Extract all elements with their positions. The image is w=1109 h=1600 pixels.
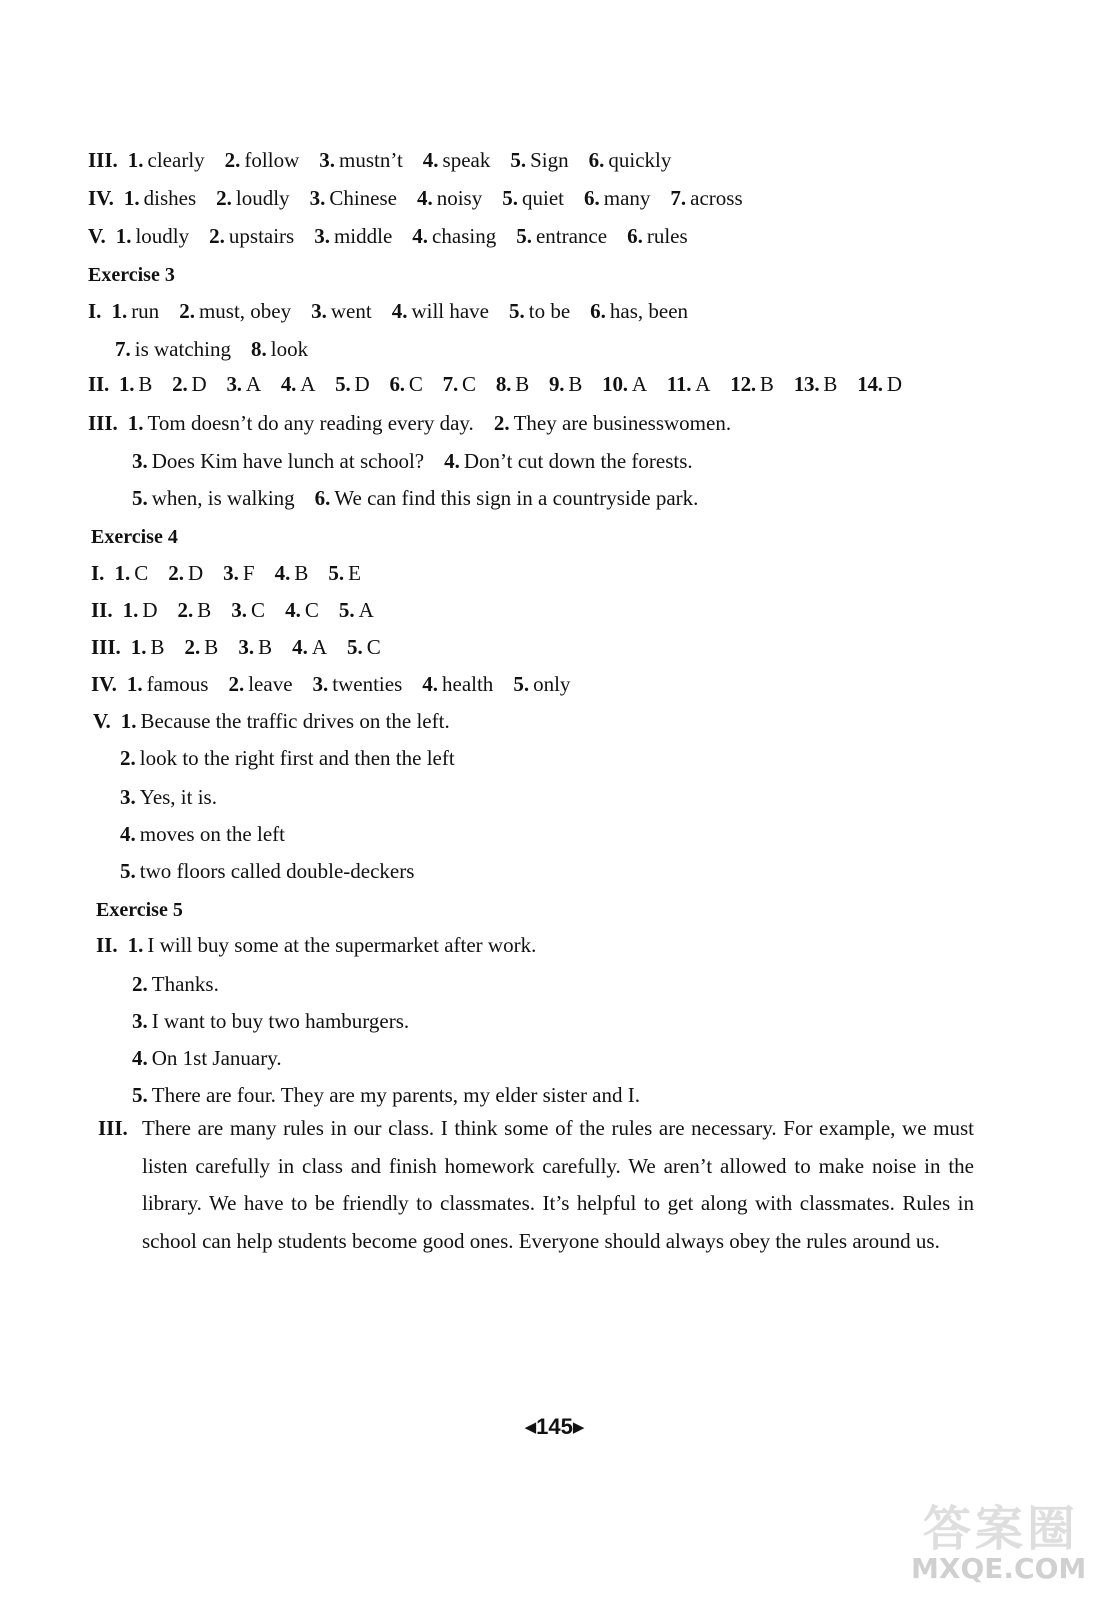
item-number: 3. — [309, 186, 326, 210]
item-number: 3. — [238, 635, 255, 659]
item-number: 14. — [857, 372, 883, 396]
item-answer: Chinese — [329, 186, 397, 210]
item-answer: entrance — [535, 224, 608, 248]
item-number: 6. — [583, 186, 600, 210]
ex3-iii-line1: III. 1. Tom doesn’t do any reading every day. 2. They are businesswomen. — [88, 411, 732, 435]
item-number: 6. — [590, 299, 606, 323]
item-number: 4. — [274, 561, 291, 585]
item-answer: B — [568, 372, 583, 396]
item-answer: is watching — [134, 337, 231, 361]
item-answer: B — [150, 635, 165, 659]
item-number: 1. — [130, 635, 147, 659]
section-iv-line — [88, 184, 763, 212]
item-answer: A — [300, 372, 316, 396]
roman-numeral: I. — [91, 561, 105, 585]
item-number: 2. — [172, 372, 188, 396]
ex4-v-line2: 2. look to the right first and then the left — [120, 746, 455, 770]
item-number: 5. — [335, 372, 351, 396]
item-number: 1. — [119, 372, 135, 396]
ex5-ii-line5: 5. There are four. They are my parents, my elder sister and I. — [132, 1083, 640, 1107]
item-number: 5. — [347, 635, 363, 659]
roman-numeral: IV. — [88, 186, 114, 210]
item-answer: run — [131, 299, 160, 323]
ex3-iii-line3: 5. when, is walking 6. We can find this sign in a countryside park. — [132, 486, 699, 510]
item-answer: D — [354, 372, 370, 396]
item-number: 2. — [179, 299, 195, 323]
ex3-i-line2 — [115, 335, 328, 363]
item-answer: famous — [146, 672, 209, 696]
item-number: 1. — [123, 186, 140, 210]
ex3-i-line1 — [88, 297, 708, 325]
item-answer: leave — [248, 672, 293, 696]
item-number: 12. — [730, 372, 756, 396]
item-answer: A — [311, 635, 327, 659]
item-answer: A — [695, 372, 711, 396]
exercise-5-heading: Exercise 5 — [96, 899, 183, 921]
item-answer: has, been — [609, 299, 689, 323]
roman-numeral: II. — [91, 598, 113, 622]
item-number: 1. — [111, 299, 128, 323]
item-answer: C — [251, 598, 266, 622]
item-number: 1. — [122, 598, 139, 622]
item-number: 1. — [114, 561, 131, 585]
item-number: 5. — [328, 561, 345, 585]
item-answer: only — [533, 672, 571, 696]
item-number: 6. — [627, 224, 643, 248]
item-answer: dishes — [143, 186, 197, 210]
item-number: 2. — [177, 598, 194, 622]
item-answer: B — [138, 372, 153, 396]
item-answer: loudly — [235, 186, 290, 210]
item-number: 5. — [513, 672, 530, 696]
item-number: 10. — [602, 372, 628, 396]
roman-numeral: I. — [88, 299, 102, 323]
item-answer: middle — [333, 224, 393, 248]
watermark-en-text: MXQE.COM — [911, 1552, 1087, 1585]
item-number: 3. — [311, 299, 327, 323]
ex5-iii-paragraph: There are many rules in our class. I think some of the rules are necessary. For example, we must listen carefully in class and finish homework carefully. We aren’t allowed to make noise in the library. We have to be friendly to classmates. It’s helpful to get along with classmates. Rules in school can help students become good ones. Everyone should always obey the rules around us. — [142, 1116, 974, 1253]
right-triangle-icon: ▶ — [572, 1419, 585, 1436]
item-answer: must, obey — [198, 299, 292, 323]
item-number: 3. — [231, 598, 248, 622]
ex3-iii-line2: 3. Does Kim have lunch at school? 4. Don’t cut down the forests. — [132, 449, 693, 473]
item-answer: F — [242, 561, 255, 585]
ex4-v-line5: 5. two floors called double-deckers — [120, 859, 415, 883]
item-answer: look — [270, 337, 309, 361]
item-answer: E — [348, 561, 361, 585]
item-number: 4. — [285, 598, 301, 622]
roman-numeral: V. — [88, 224, 106, 248]
item-number: 1. — [115, 224, 132, 248]
item-number: 4. — [422, 148, 439, 172]
roman-numeral: III. — [88, 148, 118, 172]
item-answer: speak — [442, 148, 491, 172]
item-number: 5. — [338, 598, 355, 622]
item-number: 5. — [516, 224, 532, 248]
item-answer: C — [134, 561, 149, 585]
left-triangle-icon: ◀ — [524, 1419, 537, 1436]
item-answer: went — [330, 299, 372, 323]
item-number: 3. — [223, 561, 239, 585]
item-number: 3. — [319, 148, 335, 172]
item-answer: C — [366, 635, 381, 659]
item-answer: to be — [528, 299, 571, 323]
item-answer: health — [442, 672, 494, 696]
item-number: 2. — [228, 672, 245, 696]
item-number: 11. — [666, 372, 692, 396]
item-number: 2. — [209, 224, 225, 248]
item-answer: follow — [244, 148, 300, 172]
ex5-ii-line4: 4. On 1st January. — [132, 1046, 282, 1070]
item-answer: C — [304, 598, 319, 622]
item-number: 2. — [168, 561, 184, 585]
item-answer: quiet — [521, 186, 564, 210]
watermark-logo — [905, 1490, 1095, 1590]
ex4-iv-line — [91, 670, 590, 698]
item-number: 2. — [216, 186, 232, 210]
item-number: 5. — [510, 148, 527, 172]
item-answer: upstairs — [228, 224, 295, 248]
item-number: 2. — [184, 635, 201, 659]
item-answer: C — [408, 372, 423, 396]
item-number: 4. — [292, 635, 308, 659]
item-answer: A — [631, 372, 647, 396]
ex4-i-line — [91, 559, 381, 587]
exercise-4-heading: Exercise 4 — [91, 526, 178, 548]
item-answer: B — [823, 372, 838, 396]
item-answer: Sign — [530, 148, 569, 172]
item-number: 5. — [509, 299, 525, 323]
item-number: 6. — [389, 372, 405, 396]
item-number: 6. — [588, 148, 605, 172]
item-answer: D — [142, 598, 158, 622]
item-answer: many — [603, 186, 651, 210]
item-answer: across — [690, 186, 743, 210]
ex5-ii-line1: II. 1. I will buy some at the supermarket after work. — [96, 933, 537, 957]
item-answer: clearly — [147, 148, 205, 172]
ex4-iii-line — [91, 633, 401, 661]
item-answer: C — [462, 372, 476, 396]
item-number: 7. — [442, 372, 459, 396]
item-answer: quickly — [608, 148, 672, 172]
item-answer: D — [886, 372, 902, 396]
ex4-v-line4: 4. moves on the left — [120, 822, 285, 846]
roman-numeral: II. — [88, 372, 109, 396]
item-answer: A — [245, 372, 261, 396]
page-number: ◀145▶ — [524, 1414, 585, 1439]
item-answer: rules — [646, 224, 688, 248]
ex4-ii-line — [91, 596, 394, 624]
item-answer: noisy — [436, 186, 483, 210]
exercise-3-heading: Exercise 3 — [88, 264, 175, 286]
item-answer: chasing — [432, 224, 497, 248]
roman-numeral: III. — [91, 635, 121, 659]
item-answer: D — [187, 561, 204, 585]
item-number: 4. — [391, 299, 408, 323]
item-answer: A — [358, 598, 374, 622]
item-number: 7. — [670, 186, 687, 210]
item-number: 9. — [549, 372, 565, 396]
item-number: 5. — [502, 186, 518, 210]
item-answer: B — [258, 635, 273, 659]
section-iii-line — [88, 146, 691, 174]
item-number: 8. — [495, 372, 512, 396]
item-number: 2. — [224, 148, 241, 172]
ex4-v-line3: 3. Yes, it is. — [120, 785, 217, 809]
item-number: 4. — [280, 372, 297, 396]
item-answer: B — [197, 598, 212, 622]
item-number: 13. — [793, 372, 820, 396]
item-answer: mustn’t — [338, 148, 403, 172]
item-answer: D — [191, 372, 207, 396]
ex5-ii-line2: 2. Thanks. — [132, 972, 219, 996]
item-number: 1. — [126, 672, 143, 696]
item-number: 3. — [314, 224, 330, 248]
item-number: 7. — [115, 337, 131, 361]
item-answer: B — [294, 561, 309, 585]
item-number: 4. — [422, 672, 438, 696]
item-number: 4. — [412, 224, 429, 248]
item-number: 8. — [250, 337, 267, 361]
item-answer: will have — [411, 299, 489, 323]
item-number: 3. — [226, 372, 242, 396]
ex5-ii-line3: 3. I want to buy two hamburgers. — [132, 1009, 410, 1033]
item-answer: B — [759, 372, 774, 396]
roman-numeral: IV. — [91, 672, 117, 696]
section-v-line — [88, 222, 708, 250]
item-number: 3. — [312, 672, 329, 696]
item-answer: loudly — [135, 224, 190, 248]
item-answer: twenties — [332, 672, 403, 696]
item-number: 4. — [416, 186, 433, 210]
ex3-ii-line — [88, 370, 922, 398]
item-answer: B — [204, 635, 219, 659]
item-answer: B — [515, 372, 529, 396]
watermark-cn-text: 答案圈 — [923, 1501, 1080, 1557]
ex5-iii-roman: III. — [98, 1116, 128, 1140]
ex4-v-line1: V. 1. Because the traffic drives on the left. — [93, 709, 450, 733]
item-number: 1. — [127, 148, 144, 172]
